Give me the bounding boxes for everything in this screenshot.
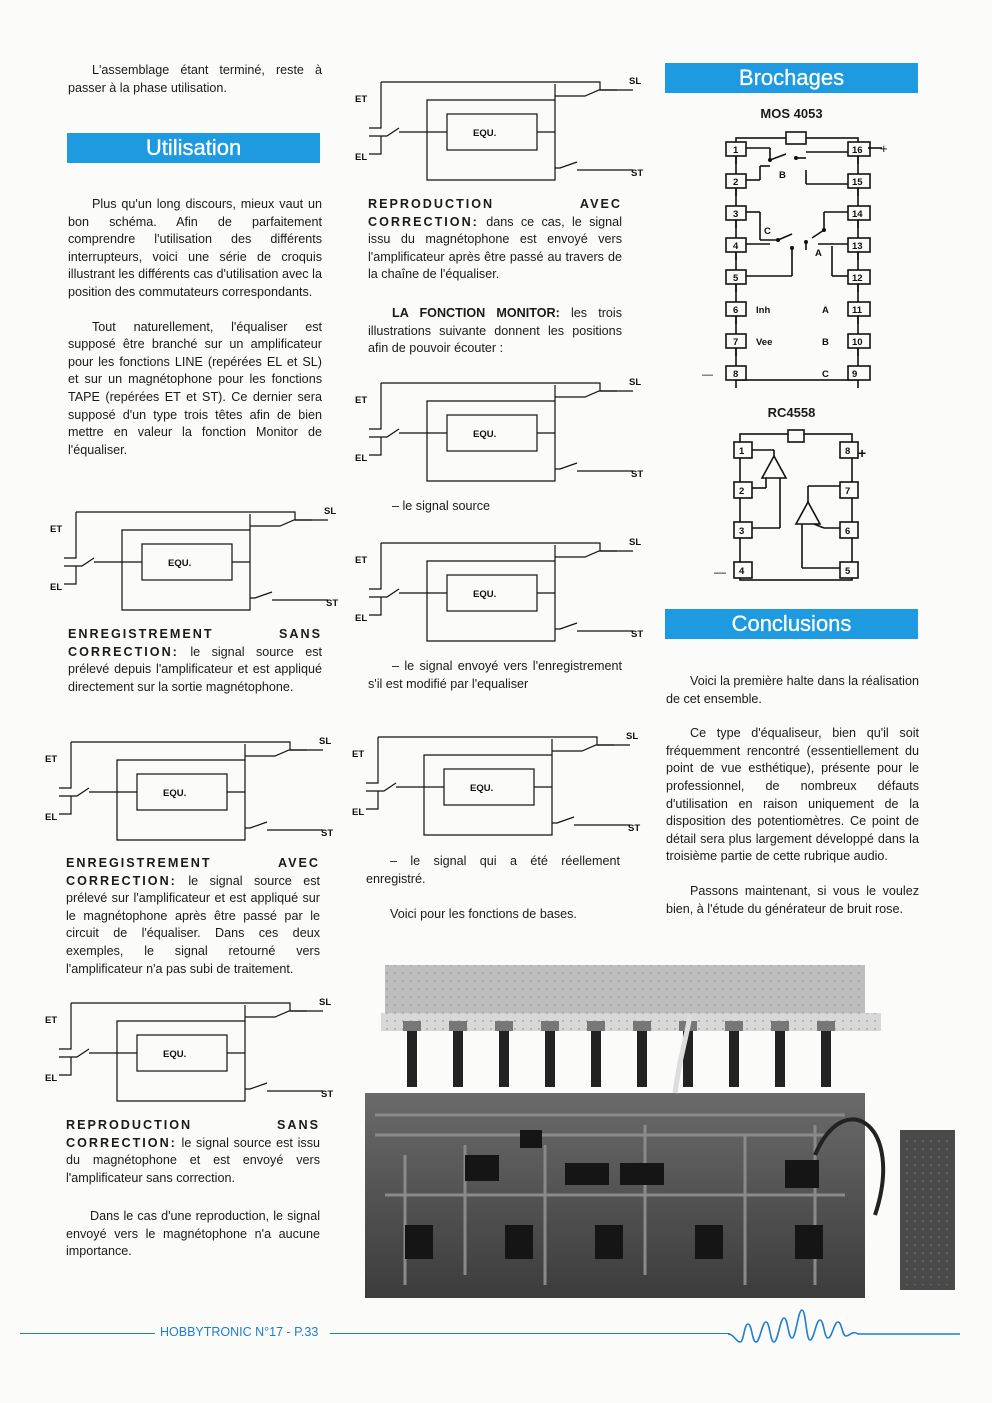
switch-diagram	[355, 377, 650, 487]
label-equ: EQU.	[163, 788, 187, 799]
paragraph-1: Plus qu'un long discours, mieux vaut un bon schéma. Afin de parfaitement comprendre l'utilisation des différents interrupteurs, voici une série de croquis illustrant les différents cas d'utilisation avec la position des commutateurs correspondants.	[68, 197, 322, 299]
playback-note: Dans le cas d'une reproduction, le signal envoyé vers le magnétophone n'a aucune importance.	[66, 1209, 320, 1259]
label-sl: SL	[319, 997, 332, 1008]
mos-pin: 12	[852, 273, 863, 284]
mos-label-vee: Vee	[756, 337, 773, 348]
mos-label-a: A	[815, 248, 822, 259]
mos-label-c: C	[764, 226, 771, 237]
caption-playback-with-correction: REPRODUCTION AVEC CORRECTION: dans ce cas, le signal issu du magnétophone est envoyé vers l'amplificateur après être passé au travers de la chaîne de l'équaliser.	[368, 197, 622, 282]
label-el: EL	[355, 613, 368, 624]
label-sl: SL	[629, 76, 642, 87]
mos4053-title: MOS 4053	[760, 106, 823, 121]
mos-pin: 15	[852, 177, 863, 188]
label-equ: EQU.	[473, 589, 497, 600]
monitor-caption-2: – le signal envoyé vers l'enregistrement s'il est modifié par l'equaliser	[368, 659, 622, 691]
diagram-monitor-recorded	[352, 731, 647, 846]
caption-record-with-correction: ENREGISTREMENT AVEC CORRECTION: le signal source est prélevé sur l'amplificateur et est appliqué sur le magnétophone après être passé par le circuit de l'équaliser. Dans ces deux exemples, le signal retourné vers l'amplificateur n'a pas subi de traitement.	[66, 856, 321, 976]
mos-pin: 8	[733, 369, 739, 380]
diagram-playback-no-correction	[45, 997, 340, 1112]
monitor-caption-1: – le signal source	[392, 499, 491, 513]
monitor-intro: LA FONCTION MONITOR: les trois illustrations suivante donnent les positions afin de pouvoir écouter :	[368, 306, 623, 356]
label-et: ET	[45, 1015, 58, 1026]
diagram-record-no-correction	[50, 506, 345, 621]
diagram-playback-with-correction	[355, 76, 650, 191]
rc-pin: 8	[845, 446, 851, 457]
label-equ: EQU.	[163, 1049, 187, 1060]
label-st: ST	[631, 629, 644, 640]
mos-pin: 4	[733, 241, 739, 252]
switch-diagram	[352, 731, 647, 841]
intro-text: L'assemblage étant terminé, reste à passer à la phase utilisation.	[68, 63, 322, 95]
diagram-monitor-processed	[355, 537, 650, 652]
label-st: ST	[326, 598, 339, 609]
circuit-board-photo	[345, 955, 955, 1310]
rc-pin: 7	[845, 486, 851, 497]
label-et: ET	[352, 749, 365, 760]
mos-pin: 2	[733, 177, 739, 188]
label-el: EL	[355, 453, 368, 464]
switch-diagram	[45, 736, 340, 846]
mos-pin: 11	[852, 305, 863, 316]
label-el: EL	[352, 807, 365, 818]
label-sl: SL	[324, 506, 337, 517]
mos-pin: 9	[852, 369, 858, 380]
label-st: ST	[321, 1089, 334, 1100]
caption-playback-no-correction: REPRODUCTION SANS CORRECTION: le signal source est issu du magnétophone et est envoyé vers l'amplificateur sans correction.	[66, 1118, 320, 1185]
label-et: ET	[355, 395, 368, 406]
label-et: ET	[45, 754, 58, 765]
label-st: ST	[321, 828, 334, 839]
label-equ: EQU.	[473, 128, 497, 139]
mos-pin: 3	[733, 209, 739, 220]
section-title-conclusions: Conclusions	[665, 609, 918, 639]
label-el: EL	[45, 812, 58, 823]
rc-pin: 5	[845, 566, 851, 577]
rc4558-pinout	[710, 428, 880, 593]
rc-minus: —	[714, 565, 726, 579]
label-et: ET	[50, 524, 63, 535]
mos-minus: —	[702, 369, 713, 381]
label-el: EL	[50, 582, 63, 593]
label-st: ST	[631, 168, 644, 179]
mos-pin: 7	[733, 337, 739, 348]
label-sl: SL	[629, 537, 642, 548]
label-equ: EQU.	[473, 429, 497, 440]
rc-pin: 2	[739, 486, 745, 497]
label-equ: EQU.	[168, 558, 192, 569]
rc-pin: 3	[739, 526, 745, 537]
label-el: EL	[45, 1073, 58, 1084]
switch-diagram	[355, 537, 650, 647]
footer-rule-right	[330, 1333, 730, 1334]
mos-pin: 1	[733, 145, 739, 156]
label-st: ST	[628, 823, 641, 834]
mos-pin: 10	[852, 337, 863, 348]
mos-pin: 5	[733, 273, 739, 284]
rc4558-title: RC4558	[767, 405, 816, 420]
footer-waveform-logo	[728, 1308, 968, 1353]
switch-diagram	[50, 506, 345, 616]
diagram-record-with-correction	[45, 736, 340, 851]
diagram-monitor-source	[355, 377, 650, 492]
switch-diagram	[355, 76, 650, 186]
footer-rule-left	[20, 1333, 155, 1334]
utilisation-body	[68, 196, 322, 476]
rc-pin: 4	[739, 566, 745, 577]
paragraph-2: Tout naturellement, l'équaliser est supposé être branché sur un amplificateur pour les fonctions LINE (repérées EL et SL) et sur un magnétophone pour les fonctions TAPE (repérées ET et ST). Ce dernier sera supposé d'un type trois têtes afin de bien mettre en valeur la fonction Monitor de l'équaliser.	[68, 319, 322, 457]
bases-note: Voici pour les fonctions de bases.	[390, 907, 577, 921]
mos-pin: 14	[852, 209, 863, 220]
label-sl: SL	[626, 731, 639, 742]
footer-page-info: HOBBYTRONIC N°17 - P.33	[160, 1325, 319, 1339]
mos-label-inh: Inh	[756, 305, 771, 316]
label-et: ET	[355, 555, 368, 566]
rc-plus: +	[858, 445, 867, 461]
rc-pin: 1	[739, 446, 745, 457]
label-sl: SL	[319, 736, 332, 747]
label-el: EL	[355, 152, 368, 163]
caption-record-no-correction: ENREGISTREMENT SANS CORRECTION: le signal source est prélevé depuis l'amplificateur et est appliqué directement sur la sortie magnétophone.	[68, 627, 323, 694]
label-equ: EQU.	[470, 783, 494, 794]
mos-plus: +	[880, 141, 888, 156]
switch-diagram	[45, 997, 340, 1107]
mos-label-b: B	[779, 170, 786, 181]
label-et: ET	[355, 94, 368, 105]
rc-pin: 6	[845, 526, 851, 537]
monitor-caption-3: – le signal qui a été réellement enregistré.	[366, 854, 620, 886]
mos-pin: 13	[852, 241, 863, 252]
mos-label-c2: C	[822, 369, 829, 380]
mos-label-b2: B	[822, 337, 829, 348]
label-sl: SL	[629, 377, 642, 388]
label-st: ST	[631, 469, 644, 480]
mos4053-pinout	[700, 130, 900, 395]
mos-label-a2: A	[822, 305, 829, 316]
mos-pin: 16	[852, 145, 863, 156]
section-title-utilisation: Utilisation	[67, 133, 320, 163]
mos-pin: 6	[733, 305, 739, 316]
conclusions-body: Voici la première halte dans la réalisation de cet ensemble. Ce type d'équaliseur, bien qu'il soit fréquemment rencontré (essentiellement du point de vue esthétique), présente pour le professionnel, de nombreux défauts d'utilisation en raison uniquement de la disposition des potentiomètres. Ce point de détail sera plus largement développé dans la troisième partie de cette rubrique audio. Passons maintenant, si vous le voulez bien, à l'étude du générateur de bruit rose.	[666, 674, 919, 916]
section-title-brochages: Brochages	[665, 63, 918, 93]
